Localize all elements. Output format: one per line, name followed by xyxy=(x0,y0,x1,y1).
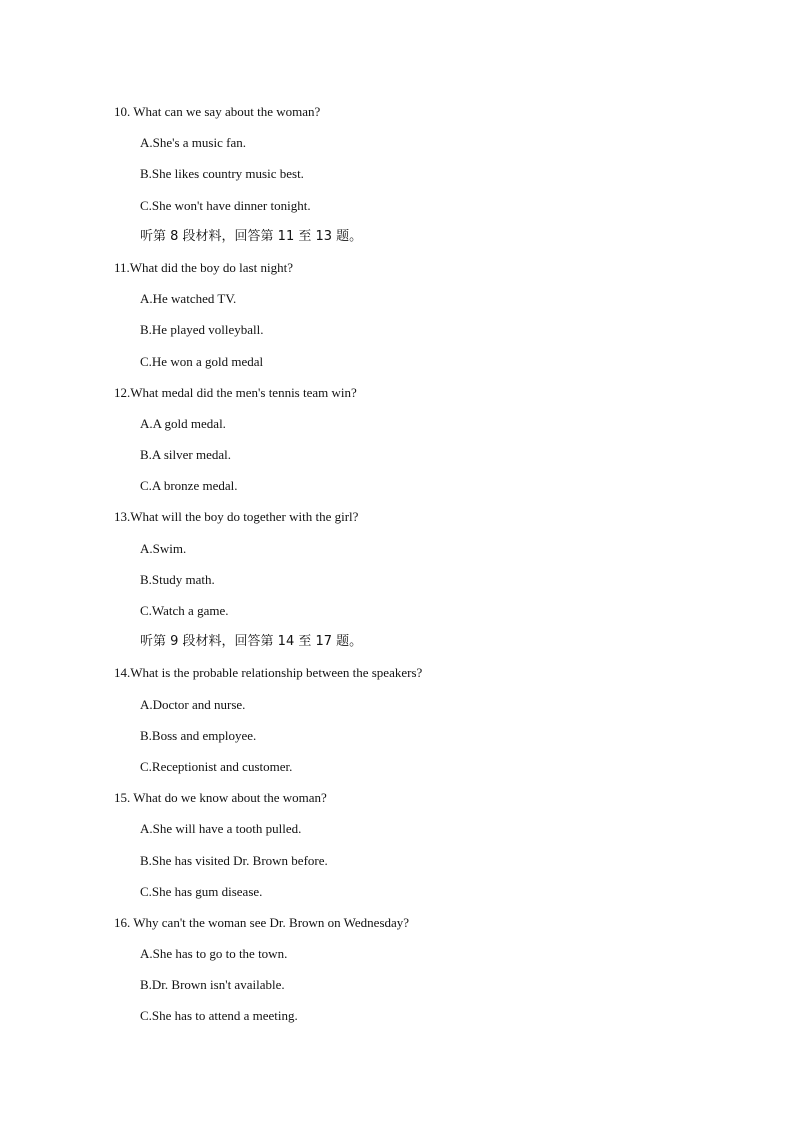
option-16-b: B.Dr. Brown isn't available. xyxy=(140,977,285,993)
option-13-c: C.Watch a game. xyxy=(140,603,229,618)
question-15: 15. What do we know about the woman? xyxy=(114,790,327,806)
option-14-a: A.Doctor and nurse. xyxy=(140,696,246,712)
option-10-a: A.She's a music fan. xyxy=(140,135,246,151)
option-14-b: B.Boss and employee. xyxy=(140,727,257,743)
option-15-c: C.She has gum disease. xyxy=(140,883,263,899)
option-16-a: A.She has to go to the town. xyxy=(140,946,288,962)
option-11-b: B.He played volleyball. xyxy=(140,322,264,338)
option-14-c: C.Receptionist and customer. xyxy=(140,758,293,774)
question-11: 11.What did the boy do last night? xyxy=(114,259,293,275)
option-16-c: C.She has to attend a meeting. xyxy=(140,1008,298,1024)
option-10-b: B.She likes country music best. xyxy=(140,166,304,182)
question-10: 10. What can we say about the woman? xyxy=(114,104,321,119)
option-12-a: A.A gold medal. xyxy=(140,415,226,431)
section-instruction-8: 听第 8 段材料，回答第 11 至 13 题。 xyxy=(140,228,363,244)
listening-questions xyxy=(114,101,714,1037)
option-13-b: B.Study math. xyxy=(140,571,215,587)
question-12: 12.What medal did the men's tennis team win? xyxy=(114,384,357,400)
question-14: 14.What is the probable relationship between the speakers? xyxy=(114,665,423,681)
option-11-a: A.He watched TV. xyxy=(140,291,237,307)
option-13-a: A.Swim. xyxy=(140,540,187,556)
option-15-a: A.She will have a tooth pulled. xyxy=(140,821,302,837)
option-12-c: C.A bronze medal. xyxy=(140,478,238,494)
option-11-c: C.He won a gold medal xyxy=(140,353,264,369)
section-instruction-9: 听第 9 段材料，回答第 14 至 17 题。 xyxy=(140,634,363,650)
option-15-b: B.She has visited Dr. Brown before. xyxy=(140,852,328,868)
question-13: 13.What will the boy do together with the girl? xyxy=(114,509,359,525)
option-10-c: C.She won't have dinner tonight. xyxy=(140,197,311,213)
option-12-b: B.A silver medal. xyxy=(140,447,231,463)
question-16: 16. Why can't the woman see Dr. Brown on Wednesday? xyxy=(114,914,410,930)
